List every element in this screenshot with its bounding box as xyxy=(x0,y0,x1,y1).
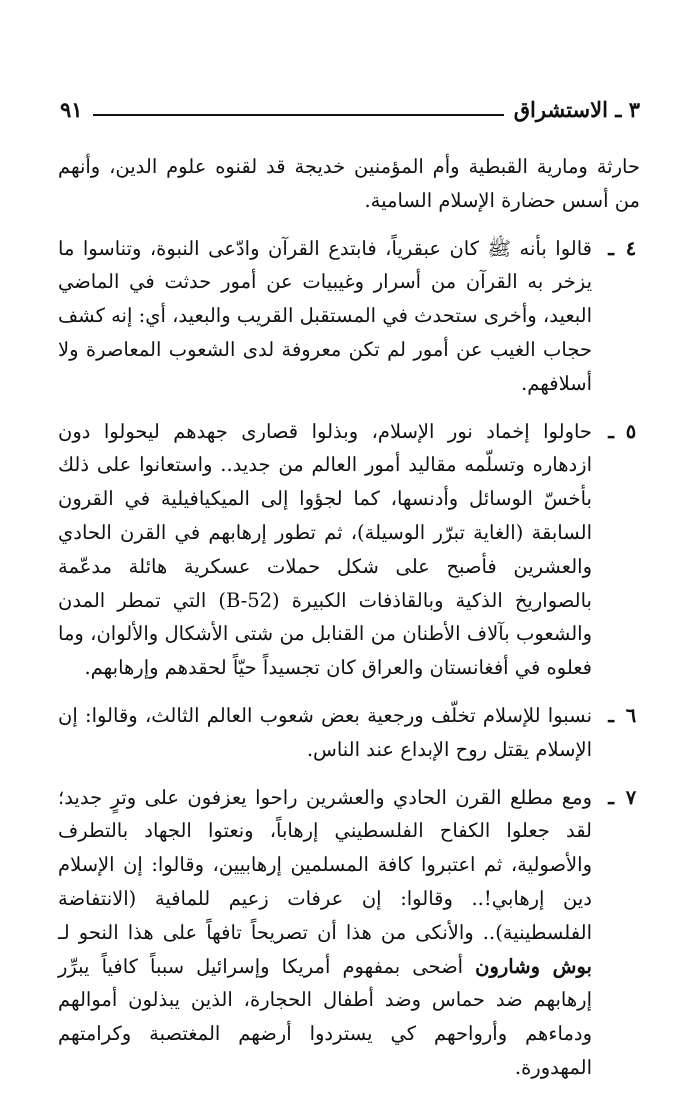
bold-names: بوش وشارون xyxy=(475,954,592,978)
item-number: ٦ xyxy=(625,703,637,727)
item-text xyxy=(58,781,592,1085)
item-text: نسبوا للإسلام تخلّف ورجعية بعض شعوب العالم الثالث، وقالوا: إن الإسلام يقتل روح الإبداع عند الناس. xyxy=(58,703,592,761)
list-item-7 xyxy=(58,781,640,1085)
page-body xyxy=(58,150,640,1099)
item-text: حاولوا إخماد نور الإسلام، وبذلوا قصارى جهدهم ليحولوا دون ازدهاره وتسلّمه مقاليد أمور العالم من جديد.. واستعانوا على ذلك بأخسّ الوسائل وأدنسها، كما لجؤوا إلى الميكيافيلية في القرون السابقة (الغاية تبرّر الوسيلة)، ثم تطور إرهابهم في القرن الحادي والعشرين فأصبح على شكل حملات عسكرية هائلة مدعّمة بالصواريخ الذكية وبالقاذفات الكبيرة (B-52) التي تمطر المدن والشعوب بآلاف الأطنان من القنابل من شتى الأشكال والألوان، وما فعلوه في أفغانستان والعراق كان تجسيداً حيّاً لحقدهم وإرهابهم. xyxy=(58,419,592,680)
item-text-part-1: ومع مطلع القرن الحادي والعشرين راحوا يعزفون على وترٍ جديد؛ لقد جعلوا الكفاح الفلسطيني إرهاباً، ونعتوا الجهاد بالتطرف والأصولية، ثم اعتبروا كافة المسلمين إرهابيين، وقالوا: إن الإسلام دين إرهابي!.. وقالوا: إن عرفات زعيم للمافية (الانتفاضة الفلسطينية).. والأنكى من هذا أن تصريحاً تافهاً على هذا النحو لـ xyxy=(58,785,592,944)
item-text: قالوا بأنه ﷺ كان عبقرياً، فابتدع القرآن وادّعى النبوة، وتناسوا ما يزخر به القرآن من أسرار وغيبيات عن أمور حدثت في الماضي البعيد، وأخرى ستحدث في المستقبل القريب والبعيد، أي: إنه كشف حجاب الغيب عن أمور لم تكن معروفة لدى الشعوب المعاصرة ولا أسلافهم. xyxy=(58,236,592,395)
item-number: ٧ xyxy=(625,785,637,809)
list-item-6 xyxy=(58,699,640,767)
list-item-4 xyxy=(58,232,640,401)
intro-paragraph: حارثة ومارية القبطية وأم المؤمنين خديجة قد لقنوه علوم الدين، وأنهم من أسس حضارة الإسلام السامية. xyxy=(58,155,640,212)
header-rule xyxy=(93,114,504,116)
item-number: ٤ xyxy=(625,236,637,260)
chapter-title: ٣ ـ الاستشراق xyxy=(513,97,640,122)
item-dash: ـ xyxy=(608,236,614,260)
item-number: ٥ xyxy=(625,419,637,443)
item-dash: ـ xyxy=(608,703,614,727)
page-number: ٩١ xyxy=(60,97,83,122)
list-item-5 xyxy=(58,415,640,685)
item-dash: ـ xyxy=(608,419,614,443)
item-text-part-2: أضحى بمفهوم أمريكا وإسرائيل سبباً كافياً يبرِّر إرهابهم ضد حماس وضد أطفال الحجارة، الذين يبذلون أموالهم ودماءهم وأرواحهم كي يستردوا أرضهم المغتصبة وكرامتهم المهدورة. xyxy=(58,954,592,1079)
item-dash: ـ xyxy=(608,785,614,809)
running-header xyxy=(60,92,640,122)
